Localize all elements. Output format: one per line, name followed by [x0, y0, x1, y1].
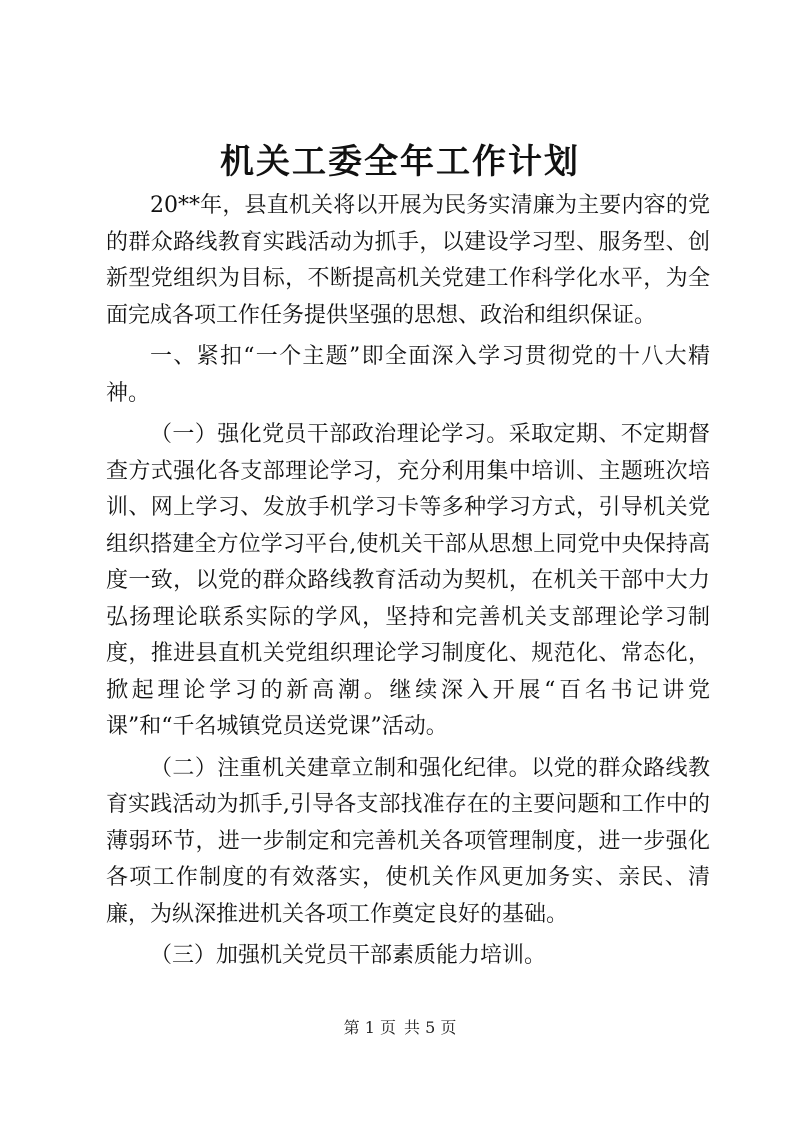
subsection-2-paragraph: （二）注重机关建章立制和强化纪律。以党的群众路线教育实践活动为抓手,引导各支部找准存在的主要问题和工作中的薄弱环节，进一步制定和完善机关各项管理制度，进一步强化各项工作制度的有效落实，使机关作风更加务实、亲民、清廉，为纵深推进机关各项工作奠定良好的基础。: [106, 755, 710, 927]
page-number: 第 1 页: [343, 1018, 396, 1037]
intro-paragraph: 20**年，县直机关将以开展为民务实清廉为主要内容的党的群众路线教育实践活动为抓手，以建设学习型、服务型、创新型党组织为目标，不断提高机关党建工作科学化水平，为全面完成各项工作任务提供坚强的思想、政治和组织保证。: [106, 193, 710, 328]
subsection-3-paragraph: （三）加强机关党员干部素质能力培训。: [150, 943, 547, 968]
subsection-1-paragraph: （一）强化党员干部政治理论学习。采取定期、不定期督查方式强化各支部理论学习，充分利用集中培训、主题班次培训、网上学习、发放手机学习卡等多种学习方式，引导机关党组织搭建全方位学习平台,使机关干部从思想上同党中央保持高度一致，以党的群众路线教育活动为契机，在机关干部中大力弘扬理论联系实际的学风，坚持和完善机关支部理论学习制度，推进县直机关党组织理论学习制度化、规范化、常态化，掀起理论学习的新高潮。继续深入开展“百名书记讲党课”和“千名城镇党员送党课”活动。: [106, 422, 710, 739]
document-body: [106, 188, 710, 975]
document-title: 机关工委全年工作计划: [220, 142, 580, 182]
section-heading-paragraph: 一、紧扣“一个主题”即全面深入学习贯彻党的十八大精神。: [106, 344, 710, 406]
page-footer: [0, 1017, 800, 1039]
total-pages: 共 5 页: [404, 1018, 457, 1037]
